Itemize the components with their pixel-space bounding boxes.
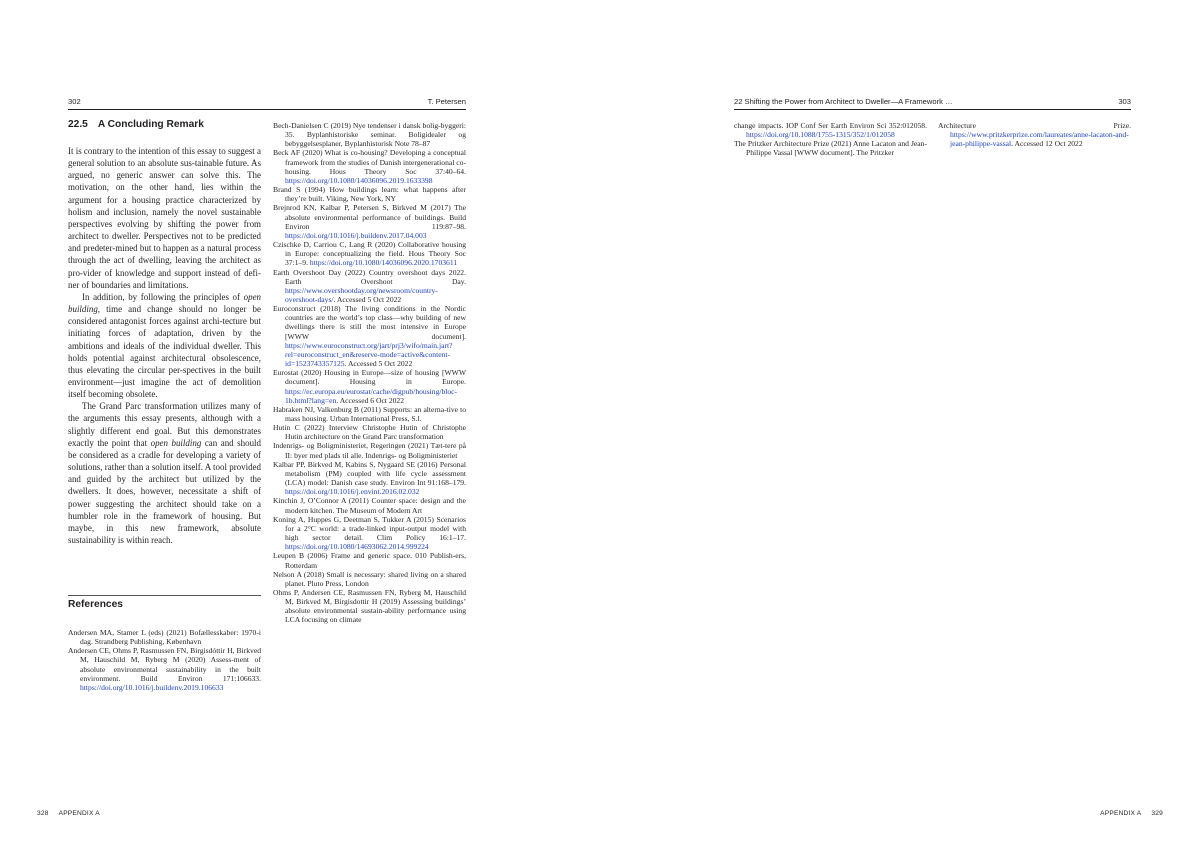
reference-entry — [68, 628, 261, 646]
text-run: The Pritzker Architecture Prize (2021) Anne Lacaton and Jean-Philippe Vassal [WWW document]. The Pritzker — [734, 139, 927, 158]
reference-entry — [273, 121, 466, 148]
section-heading — [68, 119, 204, 130]
reference-entry — [273, 551, 466, 569]
header-rule-left — [68, 109, 466, 110]
reference-entry — [273, 570, 466, 588]
references-list-col2 — [273, 121, 466, 625]
running-head-right: 22 Shifting the Power from Architect to Dweller—A Framework … — [734, 97, 953, 106]
reference-entry — [273, 185, 466, 203]
reference-entry — [273, 268, 466, 305]
reference-link[interactable]: https://doi.org/10.1016/j.envint.2016.02.032 — [285, 487, 420, 497]
section-title: A Concluding Remark — [97, 119, 204, 130]
reference-link[interactable]: https://www.overshootday.org/newsroom/country-overshoot-days/ — [285, 285, 438, 304]
text-run: Hutin C (2022) Interview Christophe Hutin of Christophe Hutin architecture on the Grand Parc transformation — [273, 423, 466, 442]
reference-link[interactable]: https://www.euroconstruct.org/jart/prj3/wifo/main.jart?rel=euroconstruct_en&reserve-mode=active&content-id=1523743357125 — [285, 340, 453, 369]
references-list-col3 — [734, 121, 927, 158]
text-run: Nelson A (2018) Small is necessary: shared living on a shared planet. Pluto Press, London — [273, 569, 466, 588]
text-run: , time and change should no longer be considered antagonist forces against archi-tecture but initiating forces of adaptation, driven by the ambitions and ideals of the individual dweller. This holds potential against architectural obsolescence, thus elevating the circular per-spectives in the built environment—just imagine the act of demolition itself becoming obsolete. — [68, 304, 261, 400]
reference-entry — [273, 515, 466, 552]
reference-entry — [273, 496, 466, 514]
text-run: Brand S (1994) How buildings learn: what happens after they’re built. Viking, New York, NY — [273, 185, 466, 204]
text-run: Andersen MA, Stamer L (eds) (2021) Bofællesskaber: 1970-i dag. Strandberg Publishing, København — [68, 628, 261, 647]
header-rule-right — [734, 109, 1131, 110]
text-run: It is contrary to the intention of this essay to suggest a general solution to an absolute sus-tainable future. As argued, no generic answer can solve this. The motivation, on the other hand, lies within the argument for a housing practice characterized by holism and inclusion, namely the novel sustainable perspectives evolving by shifting the power from architect to dweller. Perspectives not to be predicted and predeter-mined but to happen as a natural process through the act of dwelling, leaving the architect as pro-vider of knowledge and support instead of defi-ner of boundaries and limitations. — [68, 146, 261, 290]
page-number-right: 303 — [1118, 97, 1131, 106]
text-run: In addition, by following the principles of — [82, 291, 244, 302]
text-run: . Accessed 5 Oct 2022 — [333, 294, 402, 304]
text-run: Beck AF (2020) What is co-housing? Developing a conceptual framework from the studies of Danish intergenerational co-housing. Hous Theory Soc 37:40–64. — [273, 148, 466, 176]
reference-entry — [273, 441, 466, 459]
footer-number-right: 329 — [1151, 810, 1163, 817]
text-run: The Grand Parc transformation utilizes many of the arguments this essay presents, although with a slightly different end goal. But this demonstrates exactly the point that — [68, 401, 261, 448]
reference-entry — [273, 240, 466, 267]
text-run: Eurostat (2020) Housing in Europe—size of housing [WWW document]. Housing in Europe. — [273, 368, 466, 387]
reference-entry — [273, 368, 466, 405]
references-heading: References — [68, 599, 123, 610]
reference-entry — [273, 588, 466, 625]
text-run: . Accessed 5 Oct 2022 — [344, 359, 413, 369]
text-run: Bech-Danielsen C (2019) Nye tendenser i dansk bolig-byggeri: 35. Byplanhistoriske seminar. Boligidealer og bebyggelsesplaner, Byplanhistorisk Note 78–87 — [273, 121, 466, 149]
text-run: change impacts. IOP Conf Ser Earth Environ Sci 352:012058. — [734, 121, 927, 130]
text-run: Andersen CE, Ohms P, Rasmussen FN, Birgisdóttir H, Birkved M, Hauschild M, Ryberg M (2020) Assess-ment of absolute environmental sustainability in the built environment. Build Environ 171:106633. — [68, 646, 261, 683]
text-run: Koning A, Huppes G, Deetman S, Tukker A (2015) Scenarios for a 2°C world: a trade-linked input-output model with high sector detail. Clim Policy 16:1–17. — [273, 514, 466, 543]
emphasis-text: open building — [68, 291, 261, 315]
footer-number-left: 328 — [37, 810, 49, 817]
text-run: . Accessed 6 Oct 2022 — [336, 395, 405, 405]
paragraph — [68, 145, 261, 291]
footer-right — [1060, 810, 1163, 817]
text-run: Architecture Prize. — [938, 121, 1131, 130]
reference-link[interactable]: https://www.pritzkerprize.com/laureates/anne-lacaton-and-jean-philippe-vassal — [950, 130, 1129, 149]
text-run: Kinchin J, O’Connor A (2011) Counter space: design and the modern kitchen. The Museum of Modern Art — [273, 496, 466, 515]
reference-link[interactable]: https://doi.org/10.1080/14036096.2020.1703611 — [309, 258, 458, 268]
reference-link[interactable]: https://ec.europa.eu/eurostat/cache/digpub/housing/bloc-1b.html?lang=en — [285, 386, 458, 405]
reference-entry — [734, 121, 927, 139]
section-body — [68, 145, 261, 546]
footer-left — [37, 810, 100, 817]
paragraph — [68, 400, 261, 546]
footer-label-right: APPENDIX A — [1100, 810, 1142, 817]
reference-entry — [273, 148, 466, 185]
text-run: Indenrigs- og Boligministeriet, Regeringen (2021) Tæt-tere på II: byer med plads til alle. Indenrigs- og Boligministeriet — [273, 441, 466, 460]
reference-link[interactable]: https://doi.org/10.1016/j.buildenv.2017.04.003 — [285, 230, 427, 240]
text-run: can and should be considered as a cradle for developing a variety of solutions, rather than a solution itself. A tool provided and guided by the architect but utilized by the dwellers. It does, however, necessitate a shift of power suggesting the architect should take on a humbler role in the framework of housing. But maybe, in this new framework, absolute sustainability is within reach. — [68, 437, 262, 545]
reference-link[interactable]: https://doi.org/10.1080/14693062.2014.999224 — [285, 542, 429, 552]
references-list-col4 — [938, 121, 1131, 148]
reference-entry — [273, 203, 466, 240]
text-run: Brejnrod KN, Kalbar P, Petersen S, Birkved M (2017) The absolute environmental performance of buildings. Build Environ 119:87–98. — [273, 203, 466, 231]
text-run: Earth Overshoot Day (2022) Country overshoot days 2022. Earth Overshoot Day. — [273, 267, 466, 286]
reference-entry — [273, 460, 466, 497]
text-run: Kalbar PP, Birkved M, Kabins S, Nygaard SE (2016) Personal metabolism (PM) coupled with life cycle assessment (LCA) model: Danish case study. Environ Int 91:168–179. — [273, 459, 466, 488]
reference-entry — [273, 304, 466, 368]
emphasis-text: open building — [150, 437, 202, 448]
reference-entry — [734, 139, 927, 157]
text-run: Habraken NJ, Valkenburg B (2011) Supports: an alterna-tive to mass housing. Urban International Press, S.l. — [273, 404, 466, 423]
paragraph — [68, 291, 261, 400]
page-number-left: 302 — [68, 97, 81, 106]
reference-entry — [938, 121, 1131, 148]
text-run: Czischke D, Carriou C, Lang R (2020) Collaborative housing in Europe: conceptualizing the field. Hous Theory Soc 37:1–9. — [273, 240, 466, 268]
running-head-left: T. Petersen — [427, 97, 466, 106]
references-list-col1 — [68, 628, 261, 692]
reference-entry — [68, 646, 261, 692]
reference-link[interactable]: https://doi.org/10.1016/j.buildenv.2019.106633 — [80, 682, 224, 692]
text-run: . Accessed 12 Oct 2022 — [1011, 139, 1083, 149]
text-run: Euroconstruct (2018) The living conditions in the Nordic countries are the world’s top class—why building of new dwellings there is still the most intensive in Europe [WWW document]. — [273, 304, 466, 341]
reference-entry — [273, 405, 466, 423]
text-run: Ohms P, Andersen CE, Rasmussen FN, Ryberg M, Hauschild M, Birkved M, Birgisdottir H (2019) Assessing buildings’ absolute environmental sustain-ability performance using LCA focusing on climate — [273, 587, 466, 625]
references-rule — [68, 595, 261, 596]
reference-entry — [273, 423, 466, 441]
footer-label-left: APPENDIX A — [58, 810, 100, 817]
section-number: 22.5 — [68, 119, 88, 130]
reference-link[interactable]: https://doi.org/10.1080/14036096.2019.1633398 — [285, 175, 433, 185]
text-run: Leupen B (2006) Frame and generic space. 010 Publish-ers, Rotterdam — [273, 551, 466, 570]
reference-link[interactable]: https://doi.org/10.1088/1755-1315/352/1/012058 — [746, 130, 895, 140]
